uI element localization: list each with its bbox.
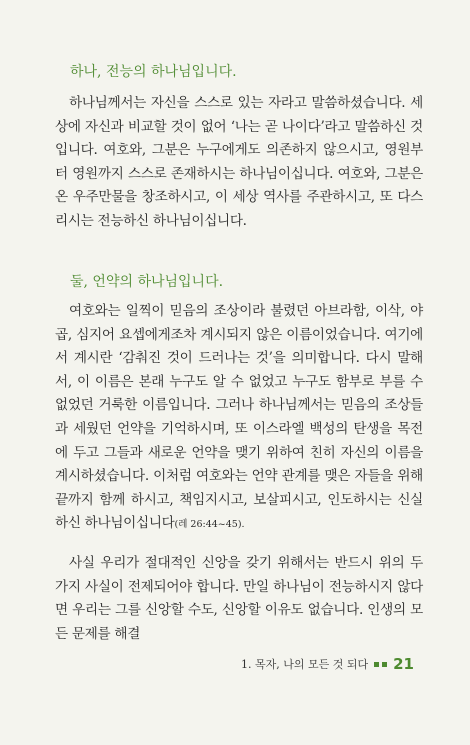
footer-squares-icon — [374, 662, 387, 667]
section1-paragraph: 하나님께서는 자신을 스스로 있는 자라고 말씀하셨습니다. 세상에 자신과 비교할 것이 없어 ‘나는 곧 나이다’라고 말씀하신 것입니다. 여호와, 그분은 누구에게도 의존하지 않으시고, 영원부터 영원까지 스스로 존재하시는 하나님이십니다. 여호와, 그분은 온 우주만물을 창조하시고, 이 세상 역사를 주관하시고, 또 다스리시는 전능하신 하나님이십니다. — [55, 95, 423, 229]
chapter-title: 1. 목자, 나의 모든 것 되다 — [241, 658, 369, 671]
section2-text: 여호와는 일찍이 믿음의 조상이라 불렸던 아브라함, 이삭, 야곱, 심지어 요셉에게조차 계시되지 않은 이름이었습니다. 여기에서 계시란 ‘감춰진 것이 드러나는 것’을 의미합니다. 다시 말해서, 이 이름은 본래 누구도 알 수 없었고 누구도 함부로 부를 수 없었던 거룩한 이름입니다. 그러나 하나님께서는 믿음의 조상들과 세웠던 언약을 기억하시며, 또 이스라엘 백성의 탄생을 목전에 두고 그들과 새로운 언약을 맺기 위하여 친히 자신의 이름을 계시하셨습니다. 이처럼 여호와는 언약 관계를 맺은 자들을 위해 끝까지 함께 하시고, 책임지시고, 보살피시고, 인도하시는 신실하신 하나님이십니다 — [55, 303, 423, 532]
section2-paragraph — [55, 300, 423, 537]
scripture-reference: (레 26:44~45). — [174, 519, 245, 531]
section3-paragraph: 사실 우리가 절대적인 신앙을 갖기 위해서는 반드시 위의 두 가지 사실이 전제되어야 합니다. 만일 하나님이 전능하시지 않다면 우리는 그를 신앙할 수도, 신앙할 이유도 없습니다. 인생의 모든 문제를 해결 — [55, 555, 423, 642]
page-number: 21 — [393, 655, 414, 673]
page-footer — [241, 655, 414, 673]
section1-heading: 하나, 전능의 하나님입니다. — [70, 64, 237, 80]
section2-heading: 둘, 언약의 하나님입니다. — [70, 274, 224, 290]
